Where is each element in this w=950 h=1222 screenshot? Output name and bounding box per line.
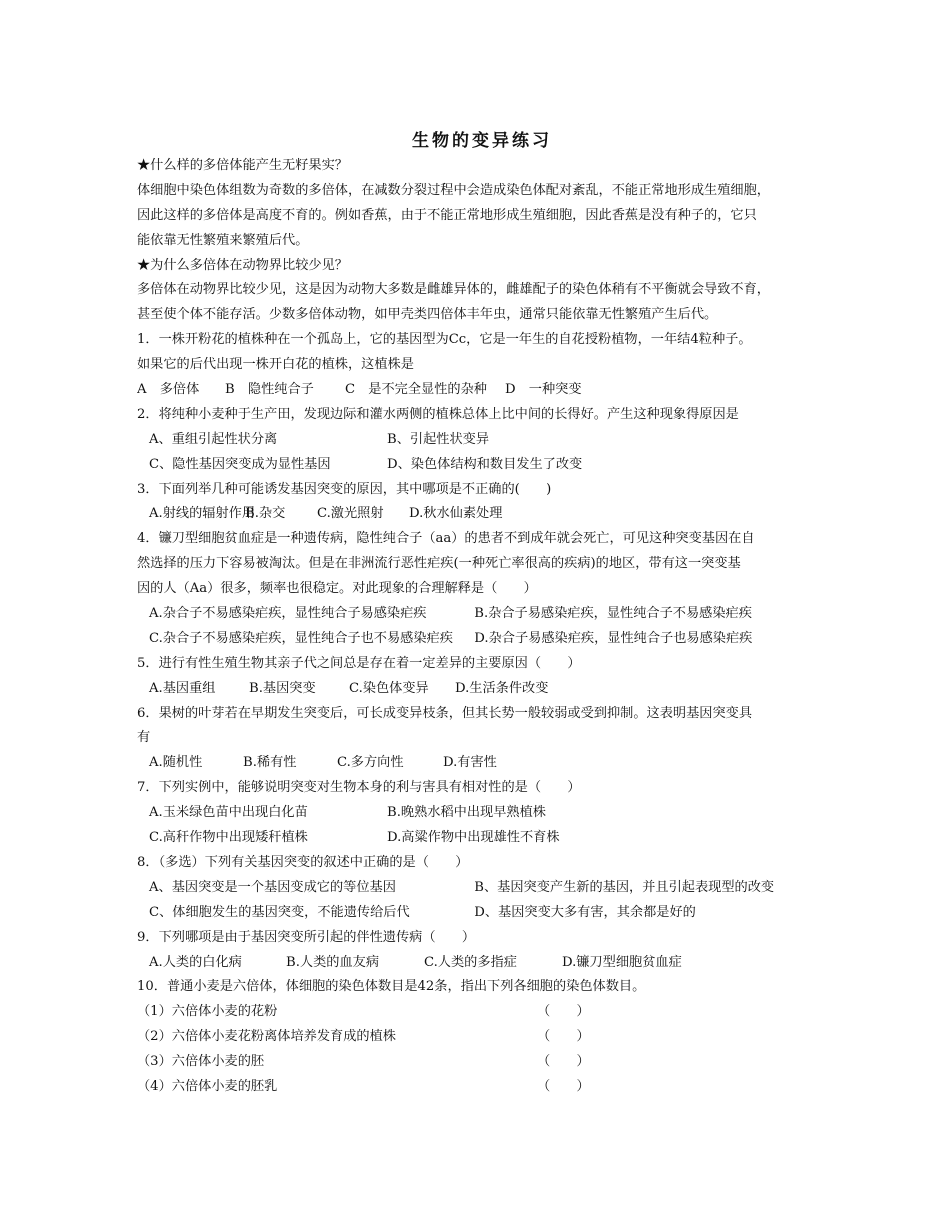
intro-answer-line: 因此这样的多倍体是高度不育的。例如香蕉，由于不能正常地形成生殖细胞，因此香蕉是没有种子的，它只 bbox=[137, 207, 757, 223]
question-stem: 4．镰刀型细胞贫血症是一种遗传病，隐性纯合子（aa）的患者不到成年就会死亡，可见这种突变基因在自 bbox=[137, 531, 755, 547]
answer-option: A.人类的白化病 bbox=[149, 954, 242, 970]
answer-option: B.人类的血友病 bbox=[286, 954, 380, 970]
answer-option: D.高粱作物中出现雄性不育株 bbox=[387, 830, 560, 846]
page-title: 生物的变异练习 bbox=[412, 131, 552, 151]
option-row bbox=[137, 751, 827, 776]
answer-option: D.有害性 bbox=[443, 755, 497, 771]
answer-option: D.生活条件改变 bbox=[455, 680, 549, 696]
option-row bbox=[137, 502, 827, 527]
question-stem: 6．果树的叶芽若在早期发生突变后，可长成变异枝条，但其长势一般较弱或受到抑制。这表明基因突变具 bbox=[137, 705, 753, 721]
option-row bbox=[137, 901, 827, 926]
answer-option: B、基因突变产生新的基因，并且引起表现型的改变 bbox=[474, 879, 775, 895]
option-row bbox=[137, 627, 827, 652]
question-stem: 9．下列哪项是由于基因突变所引起的伴性遗传病（ ） bbox=[137, 929, 476, 945]
answer-option: C.杂合子不易感染疟疾，显性纯合子也不易感染疟疾 bbox=[149, 630, 453, 646]
answer-option: B、引起性状变异 bbox=[387, 431, 490, 447]
answer-option: D、基因突变大多有害，其余都是好的 bbox=[474, 904, 696, 920]
fill-in-label: （3）六倍体小麦的胚 bbox=[137, 1054, 265, 1070]
answer-option: A、重组引起性状分离 bbox=[149, 431, 278, 447]
answer-option: D 一种突变 bbox=[505, 382, 582, 398]
answer-option: C.激光照射 bbox=[317, 506, 384, 522]
fill-in-blank: （ ） bbox=[537, 1054, 590, 1070]
answer-option: C、隐性基因突变成为显性基因 bbox=[149, 456, 331, 472]
document-page bbox=[137, 128, 827, 1100]
fill-in-label: （1）六倍体小麦的花粉 bbox=[137, 1004, 278, 1020]
answer-option: D.秋水仙素处理 bbox=[409, 506, 503, 522]
answer-option: D、染色体结构和数目发生了改变 bbox=[387, 456, 583, 472]
fill-in-item bbox=[137, 1025, 827, 1050]
option-row bbox=[137, 428, 827, 453]
answer-option: C、体细胞发生的基因突变，不能遗传给后代 bbox=[149, 904, 410, 920]
option-row bbox=[137, 826, 827, 851]
option-row bbox=[137, 801, 827, 826]
fill-in-blank: （ ） bbox=[537, 1004, 590, 1020]
answer-option: A.基因重组 bbox=[149, 680, 216, 696]
option-row bbox=[137, 951, 827, 976]
option-row bbox=[137, 378, 827, 403]
answer-option: D.杂合子易感染疟疾，显性纯合子也易感染疟疾 bbox=[474, 630, 753, 646]
answer-option: C.染色体变异 bbox=[349, 680, 429, 696]
intro-question: ★什么样的多倍体能产生无籽果实？ bbox=[137, 158, 348, 173]
intro-question: ★为什么多倍体在动物界比较少见？ bbox=[137, 257, 348, 273]
option-row bbox=[137, 602, 827, 627]
intro-answer-line: 甚至使个体不能存活。少数多倍体动物，如甲壳类四倍体丰年虫，通常只能依靠无性繁殖产生后代。 bbox=[137, 307, 718, 323]
answer-option: B.杂交 bbox=[245, 506, 286, 522]
answer-option: C.高秆作物中出现矮秆植株 bbox=[149, 830, 308, 846]
fill-in-item bbox=[137, 1050, 827, 1075]
question-stem: 5．进行有性生殖生物其亲子代之间总是存在着一定差异的主要原因（ ） bbox=[137, 655, 581, 671]
answer-option: A.射线的辐射作用 bbox=[149, 506, 256, 522]
fill-in-blank: （ ） bbox=[537, 1078, 590, 1094]
question-stem: 然选择的压力下容易被淘汰。但是在非洲流行恶性疟疾(一种死亡率很高的疾病)的地区，带有这一突变基 bbox=[137, 556, 741, 572]
answer-option: A.随机性 bbox=[149, 755, 203, 771]
fill-in-item bbox=[137, 1075, 827, 1100]
document-body bbox=[137, 154, 827, 1100]
option-row bbox=[137, 453, 827, 478]
answer-option: C.多方向性 bbox=[337, 755, 404, 771]
answer-option: D.镰刀型细胞贫血症 bbox=[562, 954, 682, 970]
question-stem: 1．一株开粉花的植株种在一个孤岛上，它的基因型为Cc，它是一年生的自花授粉植物，一年结4粒种子。 bbox=[137, 332, 752, 348]
answer-option: A.杂合子不易感染疟疾，显性纯合子易感染疟疾 bbox=[149, 606, 427, 622]
answer-option: A 多倍体 bbox=[137, 382, 200, 398]
option-row bbox=[137, 677, 827, 702]
answer-option: A、基因突变是一个基因变成它的等位基因 bbox=[149, 879, 396, 895]
question-stem: 如果它的后代出现一株开白花的植株，这植株是 bbox=[137, 357, 414, 373]
answer-option: B.基因突变 bbox=[249, 680, 316, 696]
fill-in-label: （4）六倍体小麦的胚乳 bbox=[137, 1078, 278, 1094]
answer-option: B.晚熟水稻中出现早熟植株 bbox=[387, 805, 546, 821]
question-stem: 10．普通小麦是六倍体，体细胞的染色体数目是42条，指出下列各细胞的染色体数目。 bbox=[137, 979, 646, 995]
intro-answer-line: 体细胞中染色体组数为奇数的多倍体，在减数分裂过程中会造成染色体配对紊乱，不能正常地形成生殖细胞， bbox=[137, 182, 770, 198]
question-stem: 3．下面列举几种可能诱发基因突变的原因，其中哪项是不正确的( ) bbox=[137, 481, 552, 497]
answer-option: A.玉米绿色苗中出现白化苗 bbox=[149, 805, 308, 821]
question-stem: 7．下列实例中，能够说明突变对生物本身的利与害具有相对性的是（ ） bbox=[137, 780, 581, 796]
intro-answer-line: 多倍体在动物界比较少见，这是因为动物大多数是雌雄异体的，雌雄配子的染色体稍有不平衡就会导致不育， bbox=[137, 282, 770, 298]
answer-option: C.人类的多指症 bbox=[424, 954, 517, 970]
answer-option: B.稀有性 bbox=[243, 755, 297, 771]
option-row bbox=[137, 876, 827, 901]
fill-in-item bbox=[137, 1000, 827, 1025]
answer-option: B.杂合子易感染疟疾，显性纯合子不易感染疟疾 bbox=[474, 606, 752, 622]
intro-answer-line: 能依靠无性繁殖来繁殖后代。 bbox=[137, 232, 309, 248]
fill-in-label: （2）六倍体小麦花粉离体培养发育成的植株 bbox=[137, 1029, 396, 1045]
answer-option: C 是不完全显性的杂种 bbox=[345, 382, 487, 398]
question-stem: 有 bbox=[137, 730, 151, 746]
fill-in-blank: （ ） bbox=[537, 1029, 590, 1045]
answer-option: B 隐性纯合子 bbox=[225, 382, 314, 398]
question-stem: 2．将纯种小麦种于生产田，发现边际和灌水两侧的植株总体上比中间的长得好。产生这种现象得原因是 bbox=[137, 406, 739, 422]
question-stem: 因的人（Aa）很多，频率也很稳定。对此现象的合理解释是（ ） bbox=[137, 581, 537, 597]
question-stem: 8．（多选）下列有关基因突变的叙述中正确的是（ ） bbox=[137, 854, 469, 870]
